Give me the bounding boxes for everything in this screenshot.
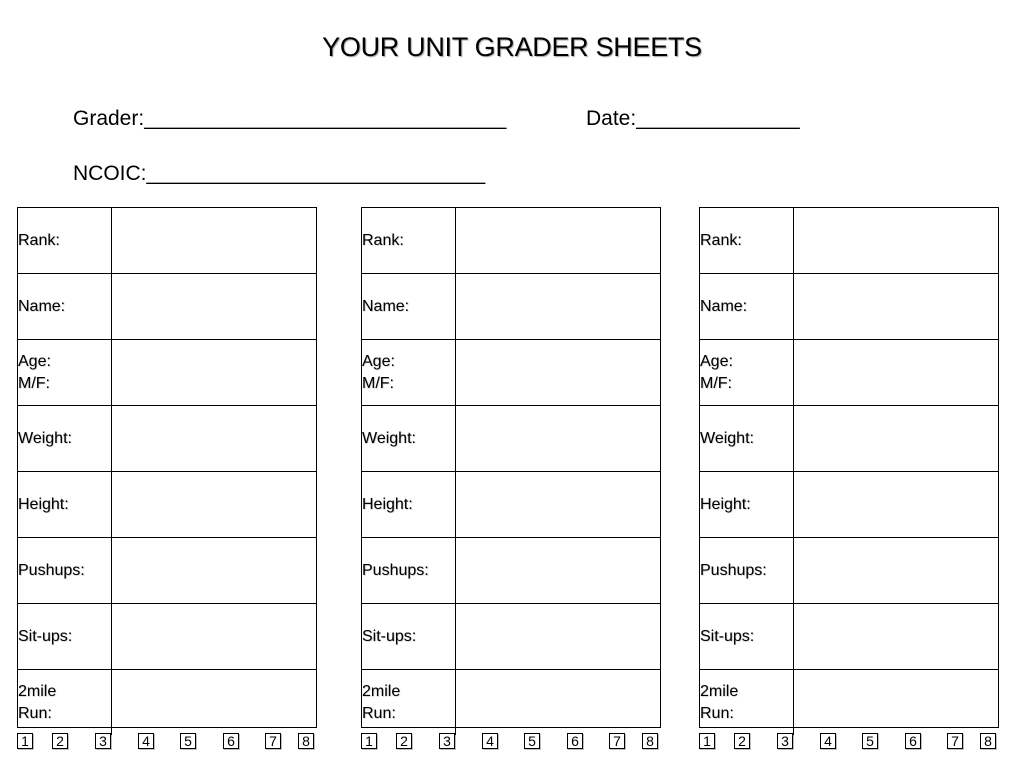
row-label: [362, 406, 456, 472]
row-label-text: Rank:: [362, 231, 404, 249]
table-row: [18, 538, 316, 604]
row-label-text: Pushups:: [700, 561, 767, 579]
row-label: [18, 406, 112, 472]
entry-value[interactable]: [456, 274, 660, 339]
entry-cell[interactable]: [456, 340, 661, 406]
row-label: [700, 340, 794, 406]
row-label-text: Name:: [18, 297, 66, 315]
entry-cell[interactable]: [794, 208, 999, 274]
row-label: [700, 604, 794, 670]
entry-value[interactable]: [112, 406, 316, 471]
numbered-checkbox[interactable]: 6: [905, 733, 921, 749]
entry-cell[interactable]: [456, 538, 661, 604]
row-label-text: Height:: [700, 495, 751, 513]
table-row: [362, 538, 660, 604]
entry-value[interactable]: [112, 340, 316, 405]
row-label-text: 2mile: [18, 682, 57, 700]
table-row: [18, 406, 316, 472]
ncoic-field[interactable]: [73, 162, 485, 186]
row-label-text: Name:: [362, 297, 410, 315]
entry-value[interactable]: [794, 472, 998, 537]
ncoic-blank[interactable]: _____________________________: [146, 162, 486, 185]
numbered-checkbox[interactable]: 1: [17, 733, 33, 749]
entry-value[interactable]: [794, 538, 998, 603]
row-label-text: Weight:: [362, 429, 416, 447]
grader-sheet-2: [361, 207, 661, 728]
row-label-text: M/F:: [18, 374, 50, 392]
numbered-checkbox[interactable]: 5: [180, 733, 196, 749]
table-row: [362, 208, 660, 274]
numbered-checkbox[interactable]: 3: [439, 733, 455, 749]
table-row: [18, 670, 316, 736]
row-label-text: Pushups:: [362, 561, 429, 579]
numbered-checkbox[interactable]: 7: [609, 733, 625, 749]
entry-value[interactable]: [112, 604, 316, 669]
table-row: [700, 406, 998, 472]
row-label: [700, 670, 794, 736]
table-row: [700, 472, 998, 538]
numbered-checkbox[interactable]: 2: [396, 733, 412, 749]
entry-cell[interactable]: [456, 604, 661, 670]
row-label: [18, 670, 112, 736]
entry-cell[interactable]: [794, 472, 999, 538]
entry-cell[interactable]: [456, 472, 661, 538]
grader-sheet-1: [17, 207, 317, 728]
entry-value[interactable]: [794, 670, 998, 735]
row-label-text: Sit-ups:: [18, 627, 73, 645]
table-row: [362, 604, 660, 670]
grader-sheet-table: [700, 208, 998, 735]
entry-value[interactable]: [456, 340, 660, 405]
entry-cell[interactable]: [456, 208, 661, 274]
numbered-checkbox[interactable]: 1: [699, 733, 715, 749]
row-label: [18, 538, 112, 604]
entry-cell[interactable]: [112, 208, 317, 274]
table-row: [362, 472, 660, 538]
table-row: [18, 340, 316, 406]
row-label-text: Run:: [18, 704, 52, 722]
grader-sheet-3: [699, 207, 999, 728]
grader-sheet-table: [18, 208, 316, 735]
entry-cell[interactable]: [794, 340, 999, 406]
page-title: YOUR UNIT GRADER SHEETS: [322, 32, 702, 62]
entry-cell[interactable]: [112, 538, 317, 604]
entry-value[interactable]: [794, 274, 998, 339]
row-label-text: Age:: [362, 352, 395, 370]
numbered-checkbox[interactable]: 4: [482, 733, 498, 749]
numbered-checkbox[interactable]: 8: [980, 733, 996, 749]
grader-label: Grader:: [73, 107, 145, 130]
row-label: [362, 208, 456, 274]
row-label: [700, 472, 794, 538]
entry-value[interactable]: [112, 538, 316, 603]
numbered-checkbox[interactable]: 4: [820, 733, 836, 749]
entry-value[interactable]: [794, 208, 998, 273]
row-label-text: Height:: [362, 495, 413, 513]
ncoic-label: NCOIC:: [73, 162, 147, 185]
entry-value[interactable]: [794, 340, 998, 405]
grader-sheet-table: [362, 208, 660, 735]
entry-value[interactable]: [456, 406, 660, 471]
row-label: [362, 274, 456, 340]
date-label: Date:: [586, 107, 637, 130]
entry-value[interactable]: [112, 472, 316, 537]
numbered-checkbox[interactable]: 1: [361, 733, 377, 749]
table-row: [700, 670, 998, 736]
entry-cell[interactable]: [456, 274, 661, 340]
entry-value[interactable]: [456, 208, 660, 273]
row-label: [18, 274, 112, 340]
entry-value[interactable]: [112, 670, 316, 735]
row-label-text: Rank:: [700, 231, 742, 249]
row-label: [362, 340, 456, 406]
row-label: [362, 604, 456, 670]
numbered-checkbox[interactable]: 2: [734, 733, 750, 749]
entry-value[interactable]: [794, 406, 998, 471]
row-label-text: Run:: [700, 704, 734, 722]
entry-cell[interactable]: [794, 274, 999, 340]
entry-cell[interactable]: [112, 670, 317, 736]
table-row: [362, 670, 660, 736]
numbered-checkbox[interactable]: 7: [265, 733, 281, 749]
row-label: [362, 538, 456, 604]
numbered-checkbox[interactable]: 8: [298, 733, 314, 749]
row-label-text: Sit-ups:: [700, 627, 755, 645]
table-row: [700, 208, 998, 274]
row-label: [362, 670, 456, 736]
numbered-checkbox[interactable]: 2: [52, 733, 68, 749]
table-row: [18, 604, 316, 670]
row-label: [18, 340, 112, 406]
table-row: [18, 208, 316, 274]
numbered-checkbox[interactable]: 5: [524, 733, 540, 749]
table-row: [362, 340, 660, 406]
table-row: [362, 274, 660, 340]
numbered-checkbox[interactable]: 6: [567, 733, 583, 749]
entry-cell[interactable]: [456, 670, 661, 736]
row-label: [700, 406, 794, 472]
numbered-checkbox[interactable]: 5: [862, 733, 878, 749]
entry-value[interactable]: [456, 472, 660, 537]
date-blank[interactable]: ______________: [636, 107, 800, 130]
row-label: [700, 208, 794, 274]
entry-cell[interactable]: [112, 274, 317, 340]
table-row: [700, 340, 998, 406]
row-label-text: Rank:: [18, 231, 60, 249]
table-row: [700, 274, 998, 340]
entry-value[interactable]: [456, 538, 660, 603]
row-label: [362, 472, 456, 538]
entry-cell[interactable]: [112, 340, 317, 406]
numbered-checkbox[interactable]: 4: [138, 733, 154, 749]
entry-cell[interactable]: [112, 472, 317, 538]
row-label-text: M/F:: [700, 374, 732, 392]
entry-value[interactable]: [794, 604, 998, 669]
entry-value[interactable]: [112, 208, 316, 273]
row-label-text: 2mile: [362, 682, 401, 700]
row-label-text: Name:: [700, 297, 748, 315]
entry-cell[interactable]: [794, 406, 999, 472]
row-label-text: Age:: [18, 352, 51, 370]
row-label-text: Sit-ups:: [362, 627, 417, 645]
row-label-text: Weight:: [18, 429, 72, 447]
date-field[interactable]: [586, 107, 800, 131]
row-label: [18, 604, 112, 670]
entry-cell[interactable]: [794, 670, 999, 736]
table-row: [700, 538, 998, 604]
entry-cell[interactable]: [112, 604, 317, 670]
numbered-checkbox[interactable]: 3: [95, 733, 111, 749]
entry-cell[interactable]: [112, 406, 317, 472]
numbered-checkbox[interactable]: 3: [777, 733, 793, 749]
table-row: [362, 406, 660, 472]
entry-cell[interactable]: [794, 538, 999, 604]
row-label-text: Run:: [362, 704, 396, 722]
row-label: [18, 208, 112, 274]
table-row: [18, 472, 316, 538]
entry-value[interactable]: [456, 670, 660, 735]
numbered-checkbox[interactable]: 6: [223, 733, 239, 749]
row-label: [18, 472, 112, 538]
table-row: [18, 274, 316, 340]
entry-cell[interactable]: [456, 406, 661, 472]
entry-value[interactable]: [456, 604, 660, 669]
row-label: [700, 274, 794, 340]
row-label-text: Age:: [700, 352, 733, 370]
row-label-text: 2mile: [700, 682, 739, 700]
entry-value[interactable]: [112, 274, 316, 339]
row-label-text: M/F:: [362, 374, 394, 392]
numbered-checkbox[interactable]: 7: [947, 733, 963, 749]
grader-field[interactable]: [73, 107, 506, 131]
numbered-checkbox[interactable]: 8: [642, 733, 658, 749]
row-label-text: Height:: [18, 495, 69, 513]
row-label-text: Pushups:: [18, 561, 85, 579]
row-label: [700, 538, 794, 604]
entry-cell[interactable]: [794, 604, 999, 670]
grader-blank[interactable]: _______________________________: [144, 107, 507, 130]
row-label-text: Weight:: [700, 429, 754, 447]
table-row: [700, 604, 998, 670]
